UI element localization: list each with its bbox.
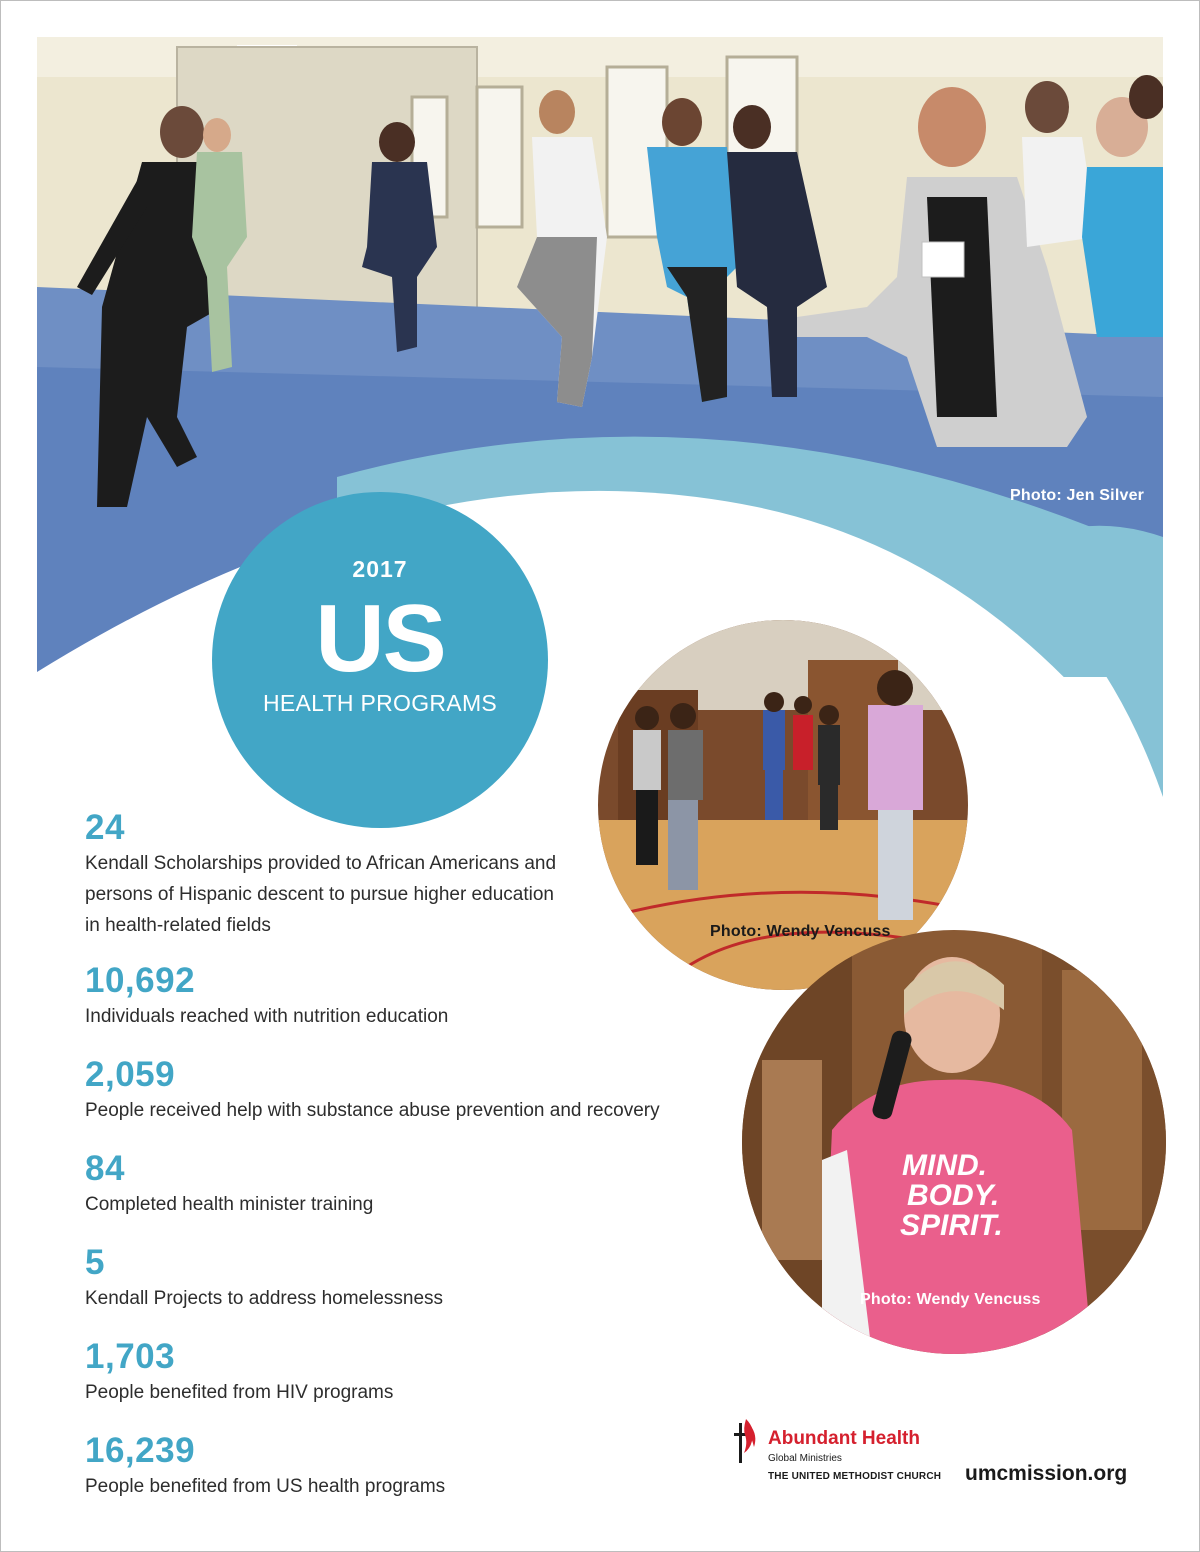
abundant-health-logo xyxy=(734,1417,954,1487)
logo-org: Global Ministries xyxy=(768,1453,842,1464)
speaker-photo-credit: Photo: Wendy Vencuss xyxy=(860,1291,1041,1308)
stat-homelessness xyxy=(85,1243,705,1314)
stat-description xyxy=(85,848,705,941)
stat-description: Kendall Projects to address homelessness xyxy=(85,1288,444,1309)
stat-value: 1,703 xyxy=(85,1337,176,1376)
stat-value: 2,059 xyxy=(85,1055,176,1094)
stat-total-benefited xyxy=(85,1431,705,1502)
logo-name: Abundant Health xyxy=(768,1428,920,1449)
shirt-text-spirit: SPIRIT. xyxy=(900,1209,1003,1242)
stat-value: 24 xyxy=(85,808,125,847)
cross-and-flame-icon xyxy=(734,1417,758,1465)
stat-value: 10,692 xyxy=(85,961,196,1000)
stat-value: 16,239 xyxy=(85,1431,196,1470)
stat-value: 84 xyxy=(85,1149,125,1188)
title-year: 2017 xyxy=(352,556,408,582)
stat-substance-abuse xyxy=(85,1055,705,1126)
stat-hiv xyxy=(85,1337,705,1408)
stat-nutrition xyxy=(85,961,705,1032)
website-link[interactable]: umcmission.org xyxy=(965,1462,1128,1485)
kids-photo-credit: Photo: Wendy Vencuss xyxy=(710,923,891,940)
title-circle xyxy=(212,492,548,828)
wave-extension xyxy=(37,37,1163,817)
shirt-text-body: BODY. xyxy=(907,1179,1000,1212)
stat-description-line: persons of Hispanic descent to pursue higher education xyxy=(85,884,554,905)
stat-description: People received help with substance abuse prevention and recovery xyxy=(85,1100,660,1121)
shirt-text-mind: MIND. xyxy=(902,1149,987,1182)
page-title: US xyxy=(315,585,445,692)
stat-description: Completed health minister training xyxy=(85,1194,374,1215)
stat-description: Individuals reached with nutrition education xyxy=(85,1006,449,1027)
hero-photo-credit: Photo: Jen Silver xyxy=(1010,487,1145,504)
stats-list xyxy=(85,808,705,1502)
stat-health-minister xyxy=(85,1149,705,1220)
stat-scholarships xyxy=(85,808,705,941)
page-subtitle: HEALTH PROGRAMS xyxy=(262,690,498,716)
stat-description-line: in health-related fields xyxy=(85,915,271,936)
logo-church: THE UNITED METHODIST CHURCH xyxy=(768,1471,942,1482)
stat-description-line: Kendall Scholarships provided to African Americans and xyxy=(85,853,557,874)
stat-value: 5 xyxy=(85,1243,105,1282)
stat-description: People benefited from US health programs xyxy=(85,1476,446,1497)
stat-description: People benefited from HIV programs xyxy=(85,1382,394,1403)
